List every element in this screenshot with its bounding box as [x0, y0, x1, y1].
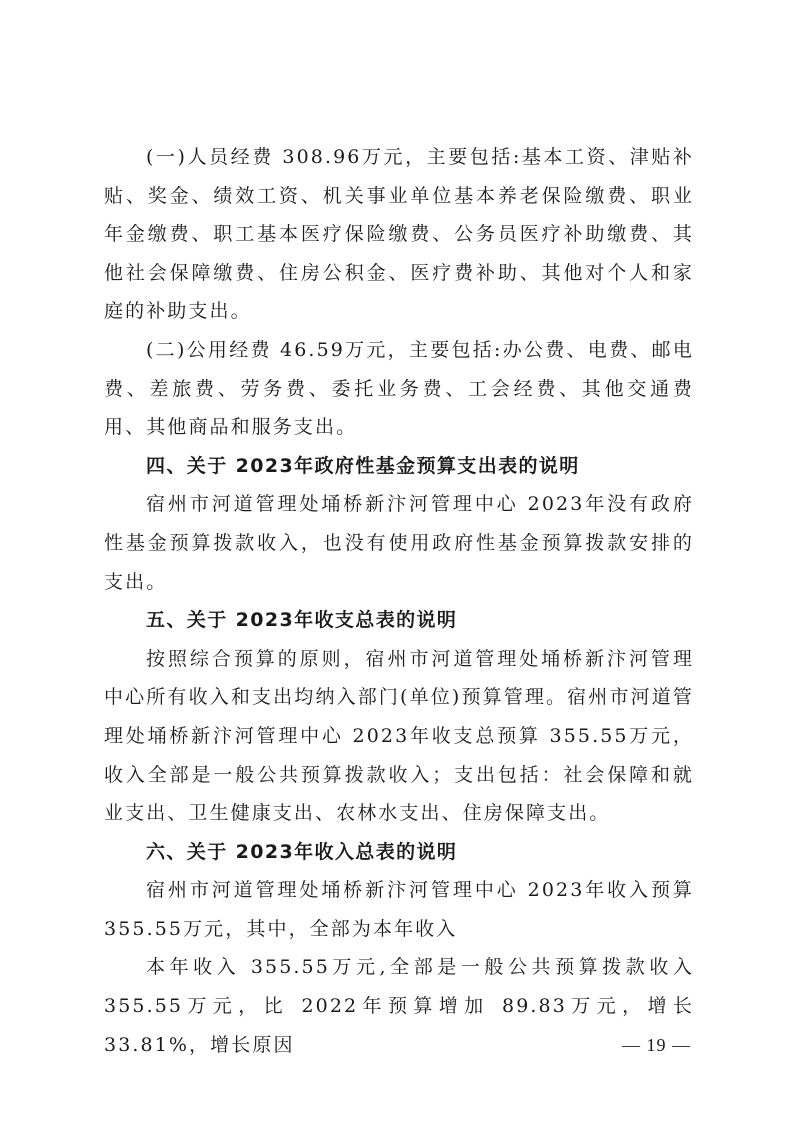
section-heading-6: 六、关于 2023年收入总表的说明	[146, 840, 458, 863]
page-number: — 19 —	[622, 1035, 691, 1055]
section-heading-4: 四、关于 2023年政府性基金预算支出表的说明	[146, 454, 580, 477]
section-heading-5: 五、关于 2023年收支总表的说明	[146, 609, 458, 632]
paragraph-public-expenses: (二)公用经费 46.59万元，主要包括:办公费、电费、邮电费、差旅费、劳务费、委托业务费、工会经费、其他交通费用、其他商品和服务支出。	[104, 338, 694, 439]
paragraph-personnel-expenses: (一)人员经费 308.96万元，主要包括:基本工资、津贴补贴、奖金、绩效工资、机关事业单位基本养老保险缴费、职业年金缴费、职工基本医疗保险缴费、公务员医疗补助缴费、其他社会保障缴费、住房公积金、医疗费补助、其他对个人和家庭的补助支出。	[104, 146, 694, 323]
paragraph-income-expenditure-summary: 按照综合预算的原则，宿州市河道管理处埇桥新汴河管理中心所有收入和支出均纳入部门(单位)预算管理。宿州市河道管理处埇桥新汴河管理中心 2023年收支总预算 355.55万元，收入全部是一般公共预算拨款收入；支出包括：社会保障和就业支出、卫生健康支出、农林水支出、住房保障支出。	[104, 647, 694, 825]
paragraph-government-fund: 宿州市河道管理处埇桥新汴河管理中心 2023年没有政府性基金预算拨款收入，也没有使用政府性基金预算拨款安排的支出。	[104, 493, 694, 593]
paragraph-income-summary: 宿州市河道管理处埇桥新汴河管理中心 2023年收入预算 355.55万元，其中，全部为本年收入	[104, 879, 694, 940]
paragraph-current-year-income: 本年收入 355.55万元,全部是一般公共预算拨款收入 355.55万元，比 2022年预算增加 89.83万元，增长 33.81%，增长原因	[104, 956, 694, 1056]
document-body	[104, 138, 694, 1064]
